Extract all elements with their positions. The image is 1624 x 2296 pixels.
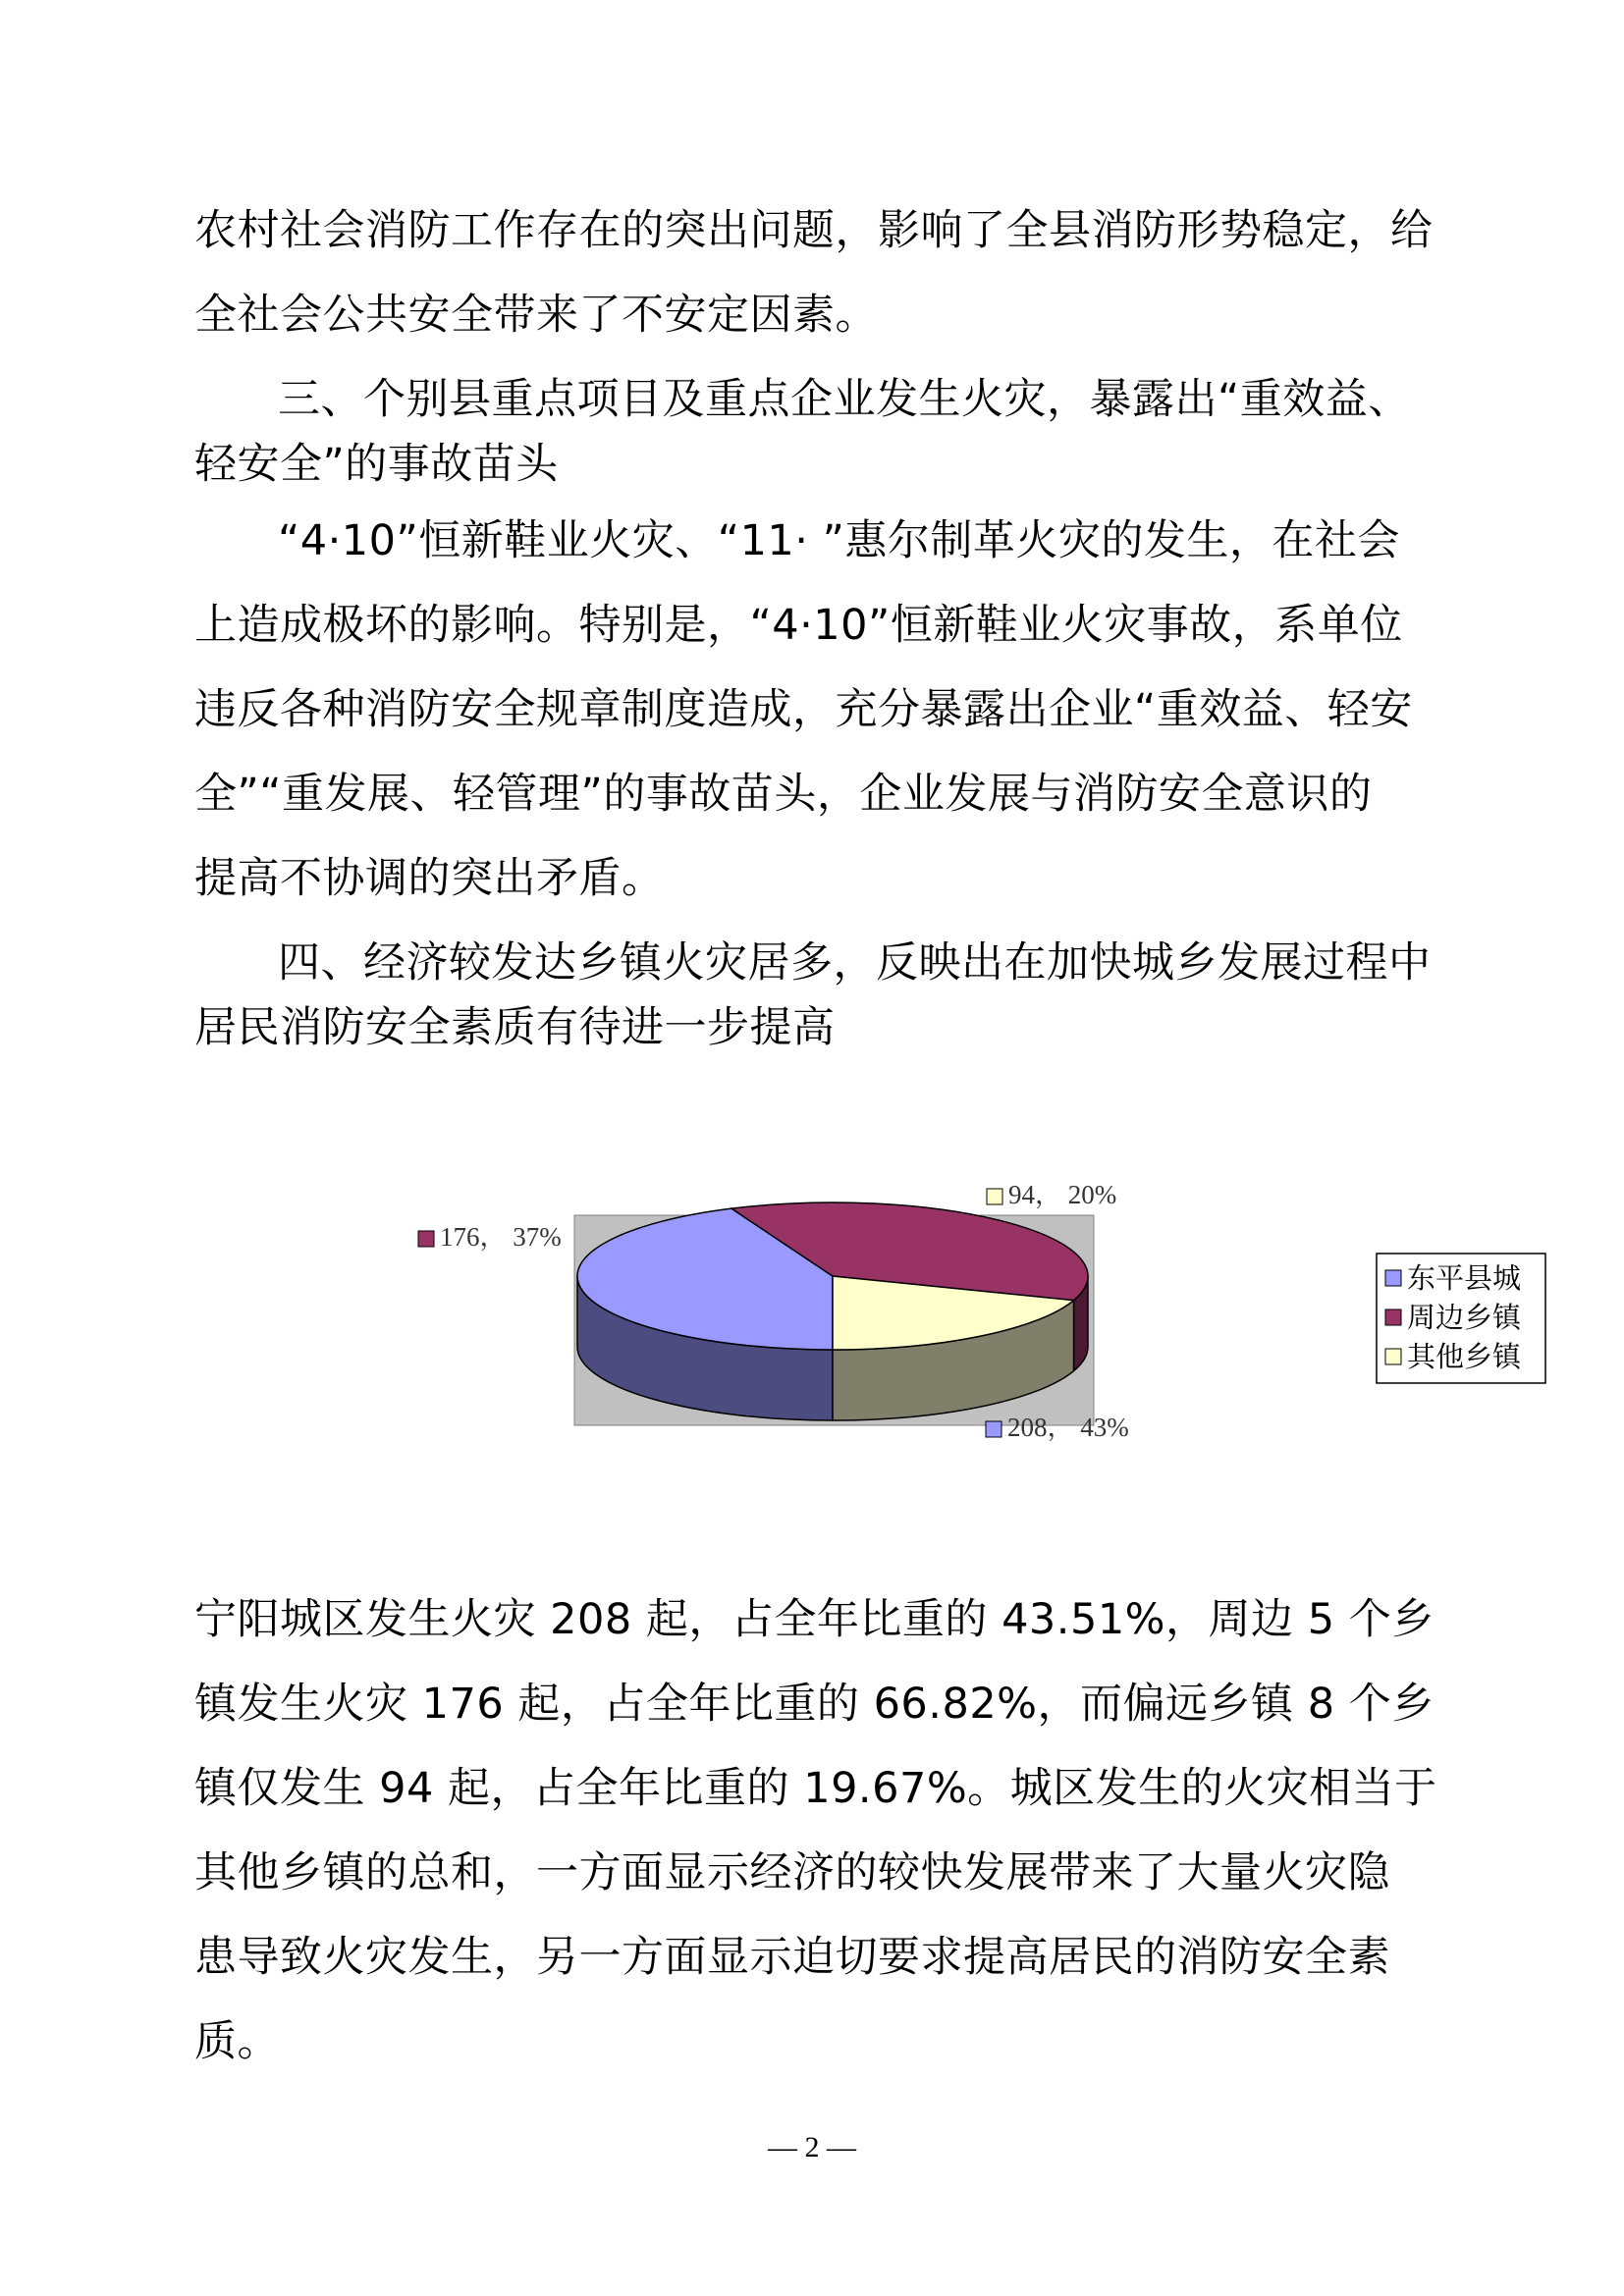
section-heading: 居民消防安全素质有待进一步提高 <box>194 1003 836 1052</box>
legend-swatch <box>1385 1309 1401 1325</box>
legend <box>1377 1254 1545 1383</box>
paragraph-line: 宁阳城区发生火灾 208 起，占全年比重的 43.51%，周边 5 个乡 <box>194 1595 1435 1644</box>
paragraph-line: 其他乡镇的总和，一方面显示经济的较快发展带来了大量火灾隐 <box>194 1848 1390 1897</box>
pie-tops <box>577 1202 1088 1350</box>
page-number: — 2 — <box>768 2131 856 2163</box>
paragraph-line: 患导致火灾发生，另一方面显示迫切要求提高居民的消防安全素 <box>194 1933 1390 1982</box>
legend-label: 东平县城 <box>1407 1261 1522 1295</box>
paragraph-line: “4·10”恒新鞋业火灾、“11· ”惠尔制革火灾的发生，在社会 <box>278 516 1400 565</box>
data-label: 94， 20% <box>1008 1180 1117 1209</box>
data-label-key <box>987 1189 1002 1204</box>
section-heading: 四、经济较发达乡镇火灾居多，反映出在加快城乡发展过程中 <box>278 938 1432 988</box>
paragraph-line: 质。 <box>194 2017 280 2066</box>
legend-swatch <box>1385 1270 1401 1286</box>
data-label: 176， 37% <box>440 1222 562 1252</box>
paragraph-line: 镇仅发生 94 起，占全年比重的 19.67%。城区发生的火灾相当于 <box>194 1764 1437 1813</box>
data-label-key <box>986 1421 1001 1437</box>
legend-swatch <box>1385 1349 1401 1364</box>
paragraph-line: 全社会公共安全带来了不安定因素。 <box>194 291 878 340</box>
data-label: 208， 43% <box>1007 1413 1129 1442</box>
paragraph-line: 违反各种消防安全规章制度造成，充分暴露出企业“重效益、轻安 <box>194 685 1413 734</box>
paragraph-line: 上造成极坏的影响。特别是，“4·10”恒新鞋业火灾事故，系单位 <box>194 601 1403 650</box>
legend-label: 其他乡镇 <box>1407 1340 1522 1373</box>
section-heading: 三、个别县重点项目及重点企业发生火灾，暴露出“重效益、 <box>278 375 1411 424</box>
paragraph-line: 全”“重发展、轻管理”的事故苗头，企业发展与消防安全意识的 <box>194 770 1373 819</box>
data-label-key <box>418 1231 434 1247</box>
paragraph-line: 提高不协调的突出矛盾。 <box>194 854 665 903</box>
section-heading: 轻安全”的事故苗头 <box>194 440 559 489</box>
paragraph-line: 农村社会消防工作存在的突出问题，影响了全县消防形势稳定，给 <box>194 206 1434 255</box>
legend-label: 周边乡镇 <box>1407 1301 1522 1334</box>
paragraph-line: 镇发生火灾 176 起，占全年比重的 66.82%，而偏远乡镇 8 个乡 <box>194 1680 1435 1729</box>
